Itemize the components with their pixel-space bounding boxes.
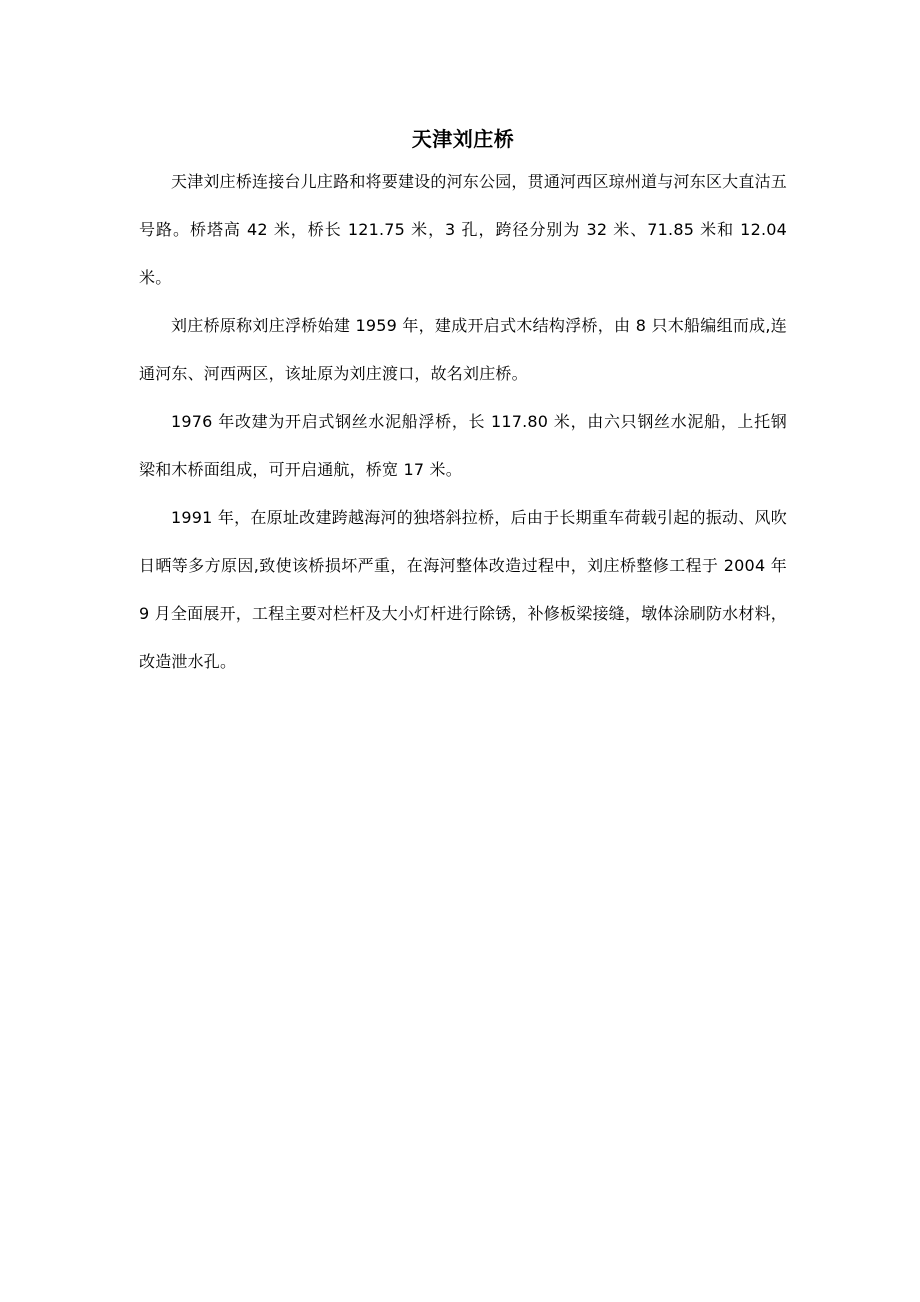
paragraph-2: 刘庄桥原称刘庄浮桥始建 1959 年，建成开启式木结构浮桥，由 8 只木船编组而成,连通河东、河西两区，该址原为刘庄渡口，故名刘庄桥。 bbox=[139, 316, 787, 383]
paragraph-1: 天津刘庄桥连接台儿庄路和将要建设的河东公园，贯通河西区琼州道与河东区大直沽五号路。桥塔高 42 米，桥长 121.75 米，3 孔，跨径分别为 32 米、71.85 米和 12.04 米。 bbox=[139, 172, 787, 287]
document-title: 天津刘庄桥 bbox=[411, 127, 515, 151]
paragraph-3: 1976 年改建为开启式钢丝水泥船浮桥，长 117.80 米，由六只钢丝水泥船，上托钢梁和木桥面组成，可开启通航，桥宽 17 米。 bbox=[139, 412, 787, 479]
paragraph-4: 1991 年，在原址改建跨越海河的独塔斜拉桥，后由于长期重车荷载引起的振动、风吹日晒等多方原因,致使该桥损坏严重，在海河整体改造过程中，刘庄桥整修工程于 2004 年 9 月全面展开，工程主要对栏杆及大小灯杆进行除锈，补修板梁接缝，墩体涂刷防水材料，改造泄水孔。 bbox=[139, 508, 787, 671]
document-body bbox=[139, 120, 787, 686]
